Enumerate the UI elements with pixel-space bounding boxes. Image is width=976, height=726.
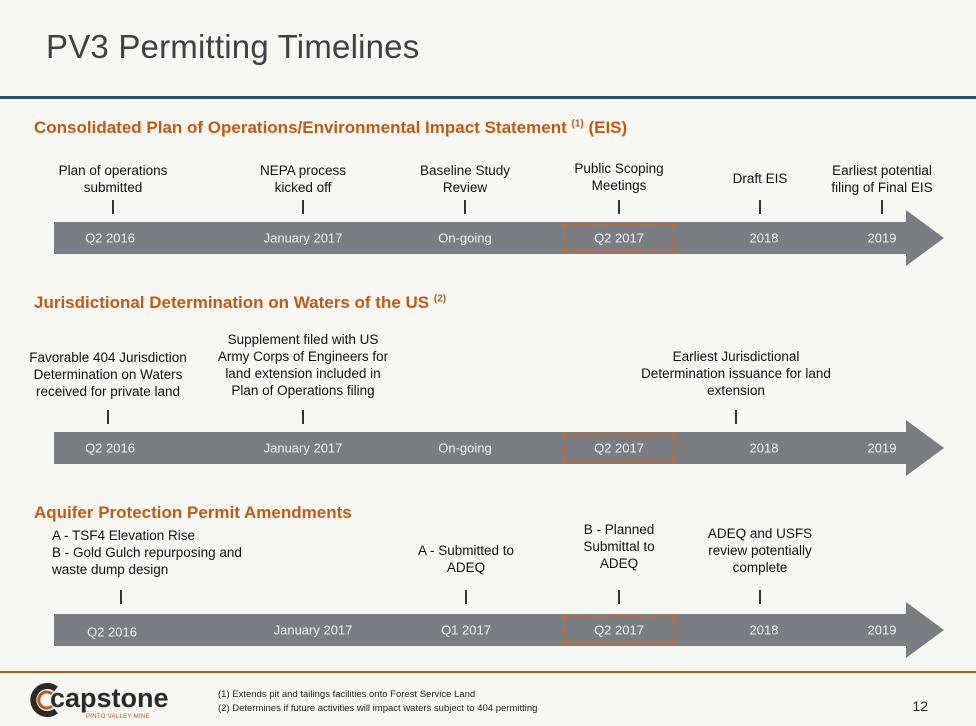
section-heading-text: Consolidated Plan of Operations/Environmental Impact Statement bbox=[34, 118, 567, 137]
company-logo bbox=[32, 683, 192, 721]
milestone-label: B - Planned Submittal to ADEQ bbox=[583, 522, 655, 571]
section-heading-text: Jurisdictional Determination on Waters of the US bbox=[34, 293, 430, 312]
footnote-ref: (1) bbox=[571, 118, 584, 130]
page-title: PV3 Permitting Timelines bbox=[46, 28, 420, 65]
timeline-label: Q2 2016 bbox=[85, 230, 135, 246]
timeline-arrow bbox=[54, 210, 944, 266]
timeline-label: 2018 bbox=[749, 622, 779, 638]
milestone-label: NEPA process kicked off bbox=[259, 163, 347, 195]
section-heading-eis bbox=[34, 118, 627, 138]
section-heading-suffix: (EIS) bbox=[583, 118, 628, 137]
milestone-label: Draft EIS bbox=[732, 171, 788, 186]
timeline-label: January 2017 bbox=[263, 440, 343, 456]
timeline-label: Q2 2017 bbox=[594, 230, 644, 246]
timeline-label: 2018 bbox=[749, 230, 779, 246]
milestone-label: A - Submitted to ADEQ bbox=[417, 543, 515, 575]
milestone-label: ADEQ and USFS review potentially complete bbox=[707, 526, 813, 575]
timeline-label: January 2017 bbox=[263, 230, 343, 246]
timeline-label: On-going bbox=[438, 440, 492, 456]
footer-rule bbox=[0, 671, 976, 673]
timeline-label: Q1 2017 bbox=[441, 622, 491, 638]
timeline-label: Q2 2016 bbox=[85, 440, 135, 456]
timeline-label: 2018 bbox=[749, 440, 779, 456]
timeline-label: 2019 bbox=[867, 230, 897, 246]
legend-line: B - Gold Gulch repurposing and waste dump design bbox=[52, 545, 242, 577]
section-heading-text: Aquifer Protection Permit Amendments bbox=[34, 503, 352, 522]
section-heading-jd bbox=[34, 293, 446, 313]
milestone-label: Public Scoping Meetings bbox=[574, 161, 664, 193]
page-number: 12 bbox=[912, 698, 928, 714]
milestone-label: Earliest potential filing of Final EIS bbox=[831, 163, 933, 195]
timeline-label: January 2017 bbox=[273, 622, 353, 638]
timeline-label: 2019 bbox=[867, 622, 897, 638]
milestone-label: Earliest Jurisdictional Determination issuance for land extension bbox=[641, 349, 831, 398]
section-heading-app bbox=[34, 503, 352, 523]
legend-line: A - TSF4 Elevation Rise bbox=[52, 528, 196, 543]
footnote-1: (1) Extends pit and tailings facilities onto Forest Service Land bbox=[218, 689, 476, 700]
timeline-label: Q2 2017 bbox=[594, 622, 644, 638]
timeline-label: Q2 2016 bbox=[87, 624, 137, 640]
timeline-label: 2019 bbox=[867, 440, 897, 456]
timeline-label: On-going bbox=[438, 230, 492, 246]
milestone-label: Supplement filed with US Army Corps of Engineers for land extension included in Plan of Operations filing bbox=[217, 332, 389, 398]
title-rule bbox=[0, 96, 976, 99]
timeline-arrow bbox=[54, 602, 944, 658]
footnote-ref: (2) bbox=[433, 293, 447, 305]
milestone-label: Baseline Study Review bbox=[419, 163, 511, 195]
logo-subtitle: PINTO VALLEY MINE bbox=[86, 714, 150, 720]
milestone-label: Favorable 404 Jurisdiction Determination on Waters received for private land bbox=[29, 350, 187, 399]
logo-wordmark: capstone bbox=[50, 683, 169, 713]
footnote-2: (2) Determines if future activities will impact waters subject to 404 permitting bbox=[218, 703, 538, 714]
timeline-label: Q2 2017 bbox=[594, 440, 644, 456]
milestone-label: Plan of operations submitted bbox=[58, 163, 168, 195]
timeline-arrow bbox=[54, 420, 944, 476]
